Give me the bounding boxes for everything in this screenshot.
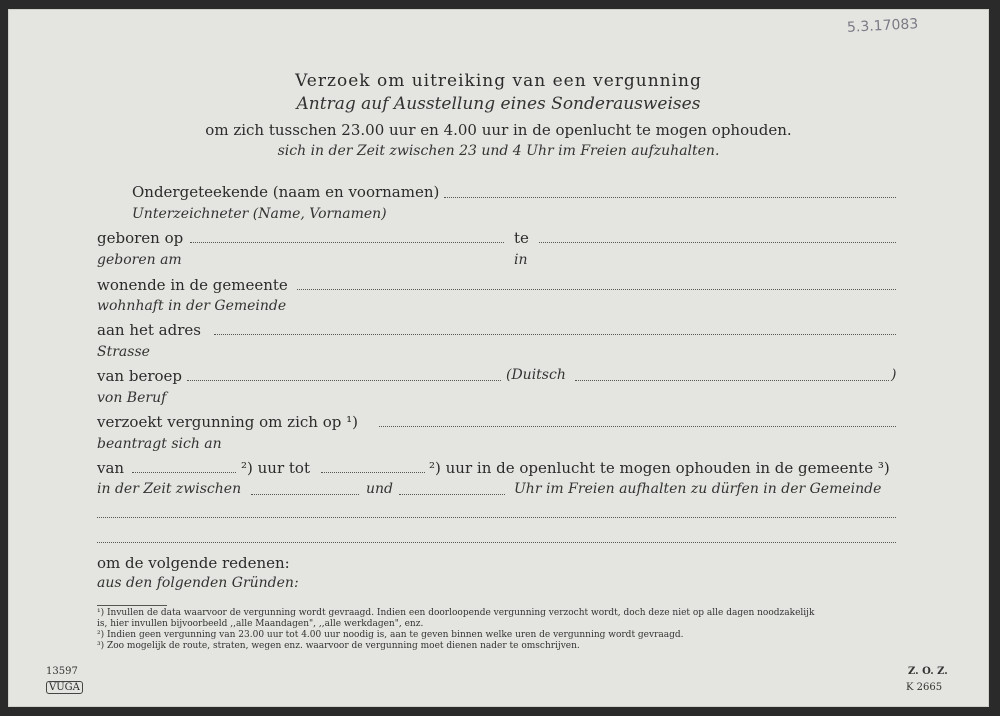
- residence-label-german: wohnhaft in der Gemeinde: [97, 298, 287, 314]
- from-time-field[interactable]: [132, 472, 236, 473]
- until-time-field-german[interactable]: [399, 494, 505, 495]
- until-time-field[interactable]: [321, 472, 425, 473]
- footnote-1a: ¹) Invullen de data waarvoor de vergunning wordt gevraagd. Indien een doorloopende vergunning verzocht wordt, doch deze niet op alle dagen noodzakelijk: [97, 608, 815, 618]
- turn-over-code: Z. O. Z.: [908, 666, 948, 677]
- residence-field[interactable]: [297, 289, 896, 290]
- form-number: 13597: [46, 666, 78, 677]
- title-dutch: Verzoek om uitreiking van een vergunning: [295, 71, 702, 91]
- municipality-field-line-2[interactable]: [97, 542, 896, 543]
- from-label: van: [97, 459, 125, 477]
- hours-label-german: Uhr im Freien aufhalten zu dürfen in der Gemeinde: [514, 481, 882, 497]
- born-label: geboren op: [97, 229, 184, 247]
- address-label: aan het adres: [97, 321, 201, 339]
- request-label: verzoekt vergunning om zich op ¹): [97, 413, 358, 431]
- from-label-german: in der Zeit zwischen: [97, 481, 242, 497]
- born-label-german: geboren am: [97, 252, 182, 268]
- and-label-german: und: [366, 481, 393, 497]
- subtitle-german: sich in der Zeit zwischen 23 und 4 Uhr im Freien aufzuhalten.: [277, 143, 720, 159]
- subtitle-dutch: om zich tusschen 23.00 uur en 4.00 uur in de openlucht te mogen ophouden.: [205, 121, 792, 139]
- birthplace-label: te: [514, 229, 529, 247]
- german-occupation-label: (Duitsch: [506, 367, 566, 383]
- german-occupation-close: ): [891, 367, 897, 383]
- municipality-field-line-1[interactable]: [97, 517, 896, 518]
- occupation-label: van beroep: [97, 367, 183, 385]
- residence-label: wonende in de gemeente: [97, 276, 288, 294]
- archive-number: 5.3.17083: [846, 16, 919, 36]
- reasons-label-german: aus den folgenden Gründen:: [97, 575, 299, 591]
- until-label: ²) uur tot: [241, 459, 310, 477]
- footnote-3: ³) Zoo mogelijk de route, straten, wegen enz. waarvoor de vergunning moet dienen nader te omschrijven.: [97, 641, 580, 651]
- footnote-2: ²) Indien geen vergunning van 23.00 uur tot 4.00 uur noodig is, aan te geven binnen welke uren de vergunning wordt gevraagd.: [97, 630, 684, 640]
- name-field[interactable]: [444, 197, 896, 198]
- birthplace-label-german: in: [514, 252, 528, 268]
- request-label-german: beantragt sich an: [97, 436, 222, 452]
- footnote-1b: is, hier invullen bijvoorbeeld ,,alle Maandagen", ,,alle werkdagen", enz.: [97, 619, 424, 629]
- name-label: Ondergeteekende (naam en voornamen): [132, 183, 440, 201]
- title-german: Antrag auf Ausstellung eines Sonderausweises: [296, 94, 701, 114]
- birthplace-field[interactable]: [539, 242, 896, 243]
- printer-mark: VUGA: [46, 681, 83, 694]
- application-form: [8, 9, 989, 707]
- occupation-field[interactable]: [187, 380, 501, 381]
- footnote-divider: [97, 605, 167, 606]
- request-dates-field[interactable]: [379, 426, 896, 427]
- hours-label: ²) uur in de openlucht te mogen ophouden in de gemeente ³): [429, 459, 890, 477]
- address-field[interactable]: [214, 334, 896, 335]
- name-label-german: Unterzeichneter (Name, Vornamen): [132, 206, 387, 222]
- from-time-field-german[interactable]: [251, 494, 359, 495]
- birth-date-field[interactable]: [190, 242, 504, 243]
- reasons-label: om de volgende redenen:: [97, 554, 290, 572]
- k-number: K 2665: [906, 682, 943, 693]
- address-label-german: Strasse: [97, 344, 150, 360]
- german-occupation-field[interactable]: [575, 380, 889, 381]
- occupation-label-german: von Beruf: [97, 390, 167, 406]
